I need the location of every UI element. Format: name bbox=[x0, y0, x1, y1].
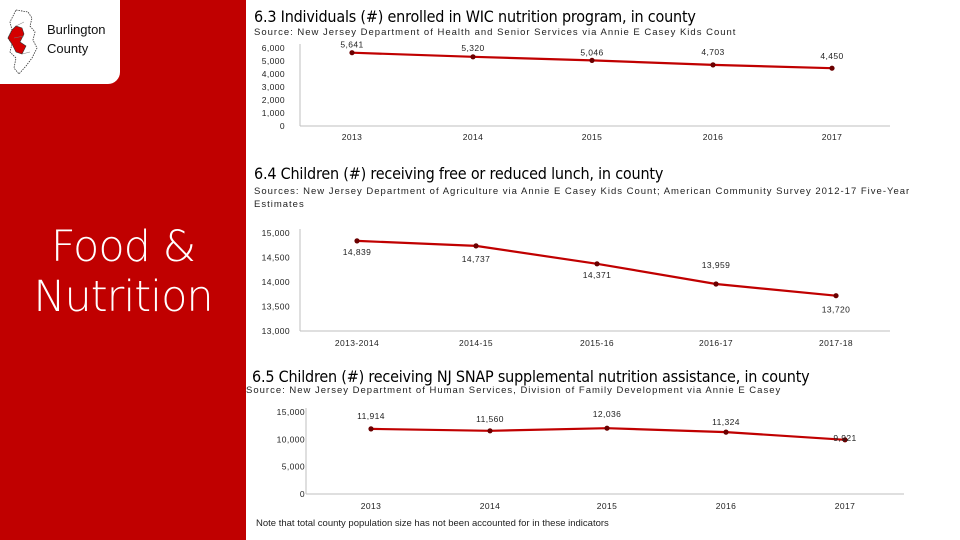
y-tick-label: 15,000 bbox=[276, 407, 305, 417]
chart-title: 6.5 Children (#) receiving NJ SNAP supplemental nutrition assistance, in county bbox=[252, 367, 810, 386]
data-label: 13,959 bbox=[701, 260, 731, 270]
data-label: 14,839 bbox=[342, 246, 372, 257]
county-name-line1: Burlington bbox=[47, 22, 106, 37]
data-label: 14,737 bbox=[461, 253, 491, 264]
data-label: 11,560 bbox=[476, 413, 504, 424]
x-tick-label: 2015 bbox=[581, 132, 603, 142]
y-tick-label: 5,000 bbox=[281, 461, 305, 472]
data-label: 11,914 bbox=[357, 410, 385, 421]
x-tick-label: 2015 bbox=[596, 501, 618, 511]
y-tick-label: 13,000 bbox=[261, 326, 290, 336]
y-tick-label: 13,500 bbox=[261, 301, 290, 312]
x-tick-label: 2014 bbox=[479, 501, 501, 511]
data-point bbox=[368, 426, 373, 431]
data-label: 11,324 bbox=[712, 417, 740, 428]
data-label: 5,320 bbox=[461, 42, 485, 53]
y-tick-label: 0 bbox=[279, 121, 285, 131]
chart-title: 6.3 Individuals (#) enrolled in WIC nutrition program, in county bbox=[254, 7, 696, 26]
y-tick-label: 3,000 bbox=[261, 82, 285, 92]
x-tick-label: 2016 bbox=[702, 132, 724, 142]
x-tick-label: 2016 bbox=[715, 501, 737, 511]
x-tick-label: 2014-15 bbox=[459, 338, 493, 348]
section-title-line2: Nutrition bbox=[33, 272, 213, 322]
x-tick-label: 2017-18 bbox=[819, 338, 853, 348]
x-tick-label: 2017 bbox=[821, 132, 843, 142]
county-name-line2: County bbox=[47, 41, 89, 56]
x-tick-label: 2013 bbox=[341, 132, 363, 142]
y-tick-label: 0 bbox=[299, 489, 305, 499]
y-tick-label: 5,000 bbox=[261, 56, 285, 66]
y-tick-label: 4,000 bbox=[261, 69, 285, 79]
chart-title: 6.4 Children (#) receiving free or reduced lunch, in county bbox=[254, 164, 664, 183]
y-tick-label: 10,000 bbox=[276, 434, 305, 445]
y-tick-label: 14,500 bbox=[261, 252, 290, 263]
y-tick-label: 14,000 bbox=[261, 277, 290, 287]
data-label: 14,371 bbox=[582, 269, 612, 280]
footnote: Note that total county population size has not been accounted for in these indicators bbox=[256, 518, 609, 529]
data-label: 4,703 bbox=[701, 46, 725, 57]
data-label: 9,921 bbox=[833, 432, 857, 443]
chart-source: Source: New Jersey Department of Human Services, Division of Family Development via Annie E Casey bbox=[246, 385, 782, 396]
chart-source: Source: New Jersey Department of Health and Senior Services via Annie E Casey Kids Count bbox=[254, 27, 737, 38]
x-tick-label: 2015-16 bbox=[580, 338, 614, 348]
data-point bbox=[487, 428, 492, 433]
y-tick-label: 6,000 bbox=[261, 43, 285, 53]
chart-source: Sources: New Jersey Department of Agriculture via Annie E Casey Kids Count; American Community Survey 2012-17 Five-Year Estimates bbox=[254, 186, 911, 210]
data-point bbox=[604, 426, 609, 431]
x-tick-label: 2013-2014 bbox=[334, 338, 380, 348]
data-label: 13,720 bbox=[821, 304, 851, 315]
y-tick-label: 1,000 bbox=[261, 108, 285, 118]
section-title-line1: Food & bbox=[50, 222, 196, 272]
y-tick-label: 15,000 bbox=[261, 228, 290, 238]
y-tick-label: 2,000 bbox=[261, 95, 285, 105]
x-tick-label: 2016-17 bbox=[699, 338, 733, 348]
data-label: 4,450 bbox=[820, 51, 844, 62]
data-label: 5,641 bbox=[340, 39, 364, 50]
x-tick-label: 2017 bbox=[834, 501, 856, 511]
data-point bbox=[723, 430, 728, 435]
x-tick-label: 2013 bbox=[360, 501, 382, 511]
data-label: 5,046 bbox=[580, 47, 604, 58]
data-label: 12,036 bbox=[592, 409, 622, 420]
x-tick-label: 2014 bbox=[462, 132, 484, 142]
